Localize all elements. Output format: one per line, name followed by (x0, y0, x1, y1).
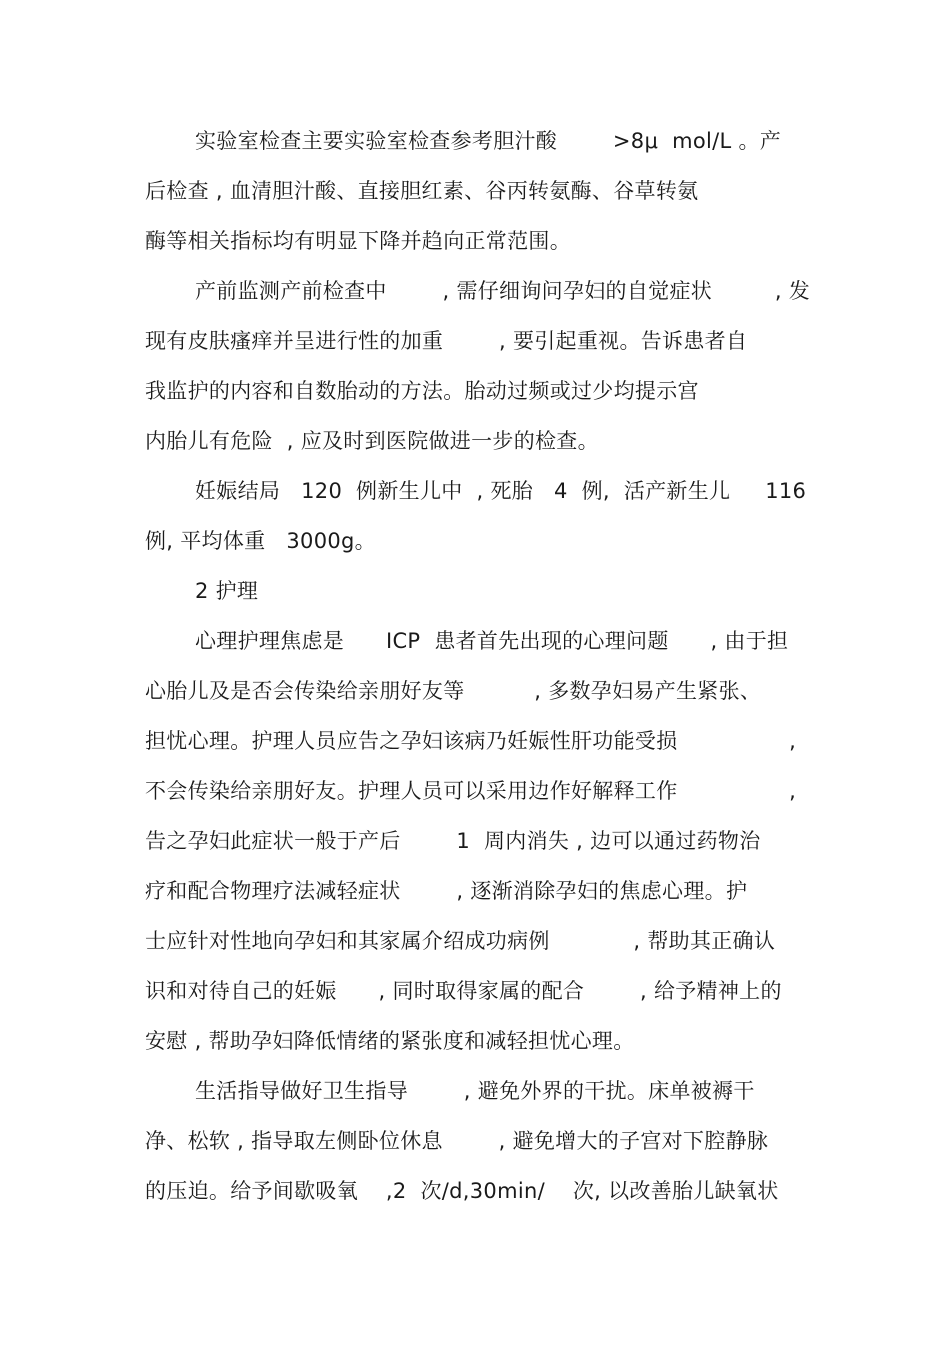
text-line: 担忧心理。护理人员应告之孕妇该病乃妊娠性肝功能受损 , (145, 729, 797, 753)
text-line: 安慰 , 帮助孕妇降低情绪的紧张度和减轻担忧心理。 (145, 1029, 635, 1053)
section-heading: 2 护理 (195, 579, 259, 603)
text-line: 不会传染给亲朋好友。护理人员可以采用边作好解释工作 , (145, 779, 797, 803)
text-line: 生活指导做好卫生指导 , 避免外界的干扰。床单被褥干 (195, 1079, 755, 1103)
text-line: 实验室检查主要实验室检查参考胆汁酸 >8μ mol/L 。产 (195, 129, 782, 153)
text-line: 产前监测产前检查中 , 需仔细询问孕妇的自觉症状 , 发 (195, 279, 811, 303)
text-line: 内胎儿有危险 , 应及时到医院做进一步的检查。 (145, 429, 599, 453)
text-line: 告之孕妇此症状一般于产后 1 周内消失 , 边可以通过药物治 (145, 829, 761, 853)
text-line: 的压迫。给予间歇吸氧 ,2 次/d,30min/ 次, 以改善胎儿缺氧状 (145, 1179, 779, 1203)
text-line: 疗和配合物理疗法减轻症状 , 逐渐消除孕妇的焦虑心理。护 (145, 879, 748, 903)
text-line: 心胎儿及是否会传染给亲朋好友等 , 多数孕妇易产生紧张、 (145, 679, 762, 703)
text-line: 净、松软 , 指导取左侧卧位休息 , 避免增大的子宫对下腔静脉 (145, 1129, 769, 1153)
text-line: 后检查 , 血清胆汁酸、直接胆红素、谷丙转氨酶、谷草转氨 (145, 179, 699, 203)
text-line: 例, 平均体重 3000g。 (145, 529, 376, 553)
text-line: 现有皮肤瘙痒并呈进行性的加重 , 要引起重视。告诉患者自 (145, 329, 748, 353)
text-line: 酶等相关指标均有明显下降并趋向正常范围。 (145, 229, 571, 253)
text-line: 识和对待自己的妊娠 , 同时取得家属的配合 , 给予精神上的 (145, 979, 782, 1003)
text-line: 心理护理焦虑是 ICP 患者首先出现的心理问题 , 由于担 (195, 629, 789, 653)
text-line: 我监护的内容和自数胎动的方法。胎动过频或过少均提示宫 (145, 379, 699, 403)
text-line: 士应针对性地向孕妇和其家属介绍成功病例 , 帮助其正确认 (145, 929, 776, 953)
text-line: 妊娠结局 120 例新生儿中 , 死胎 4 例, 活产新生儿 116 (195, 479, 807, 503)
